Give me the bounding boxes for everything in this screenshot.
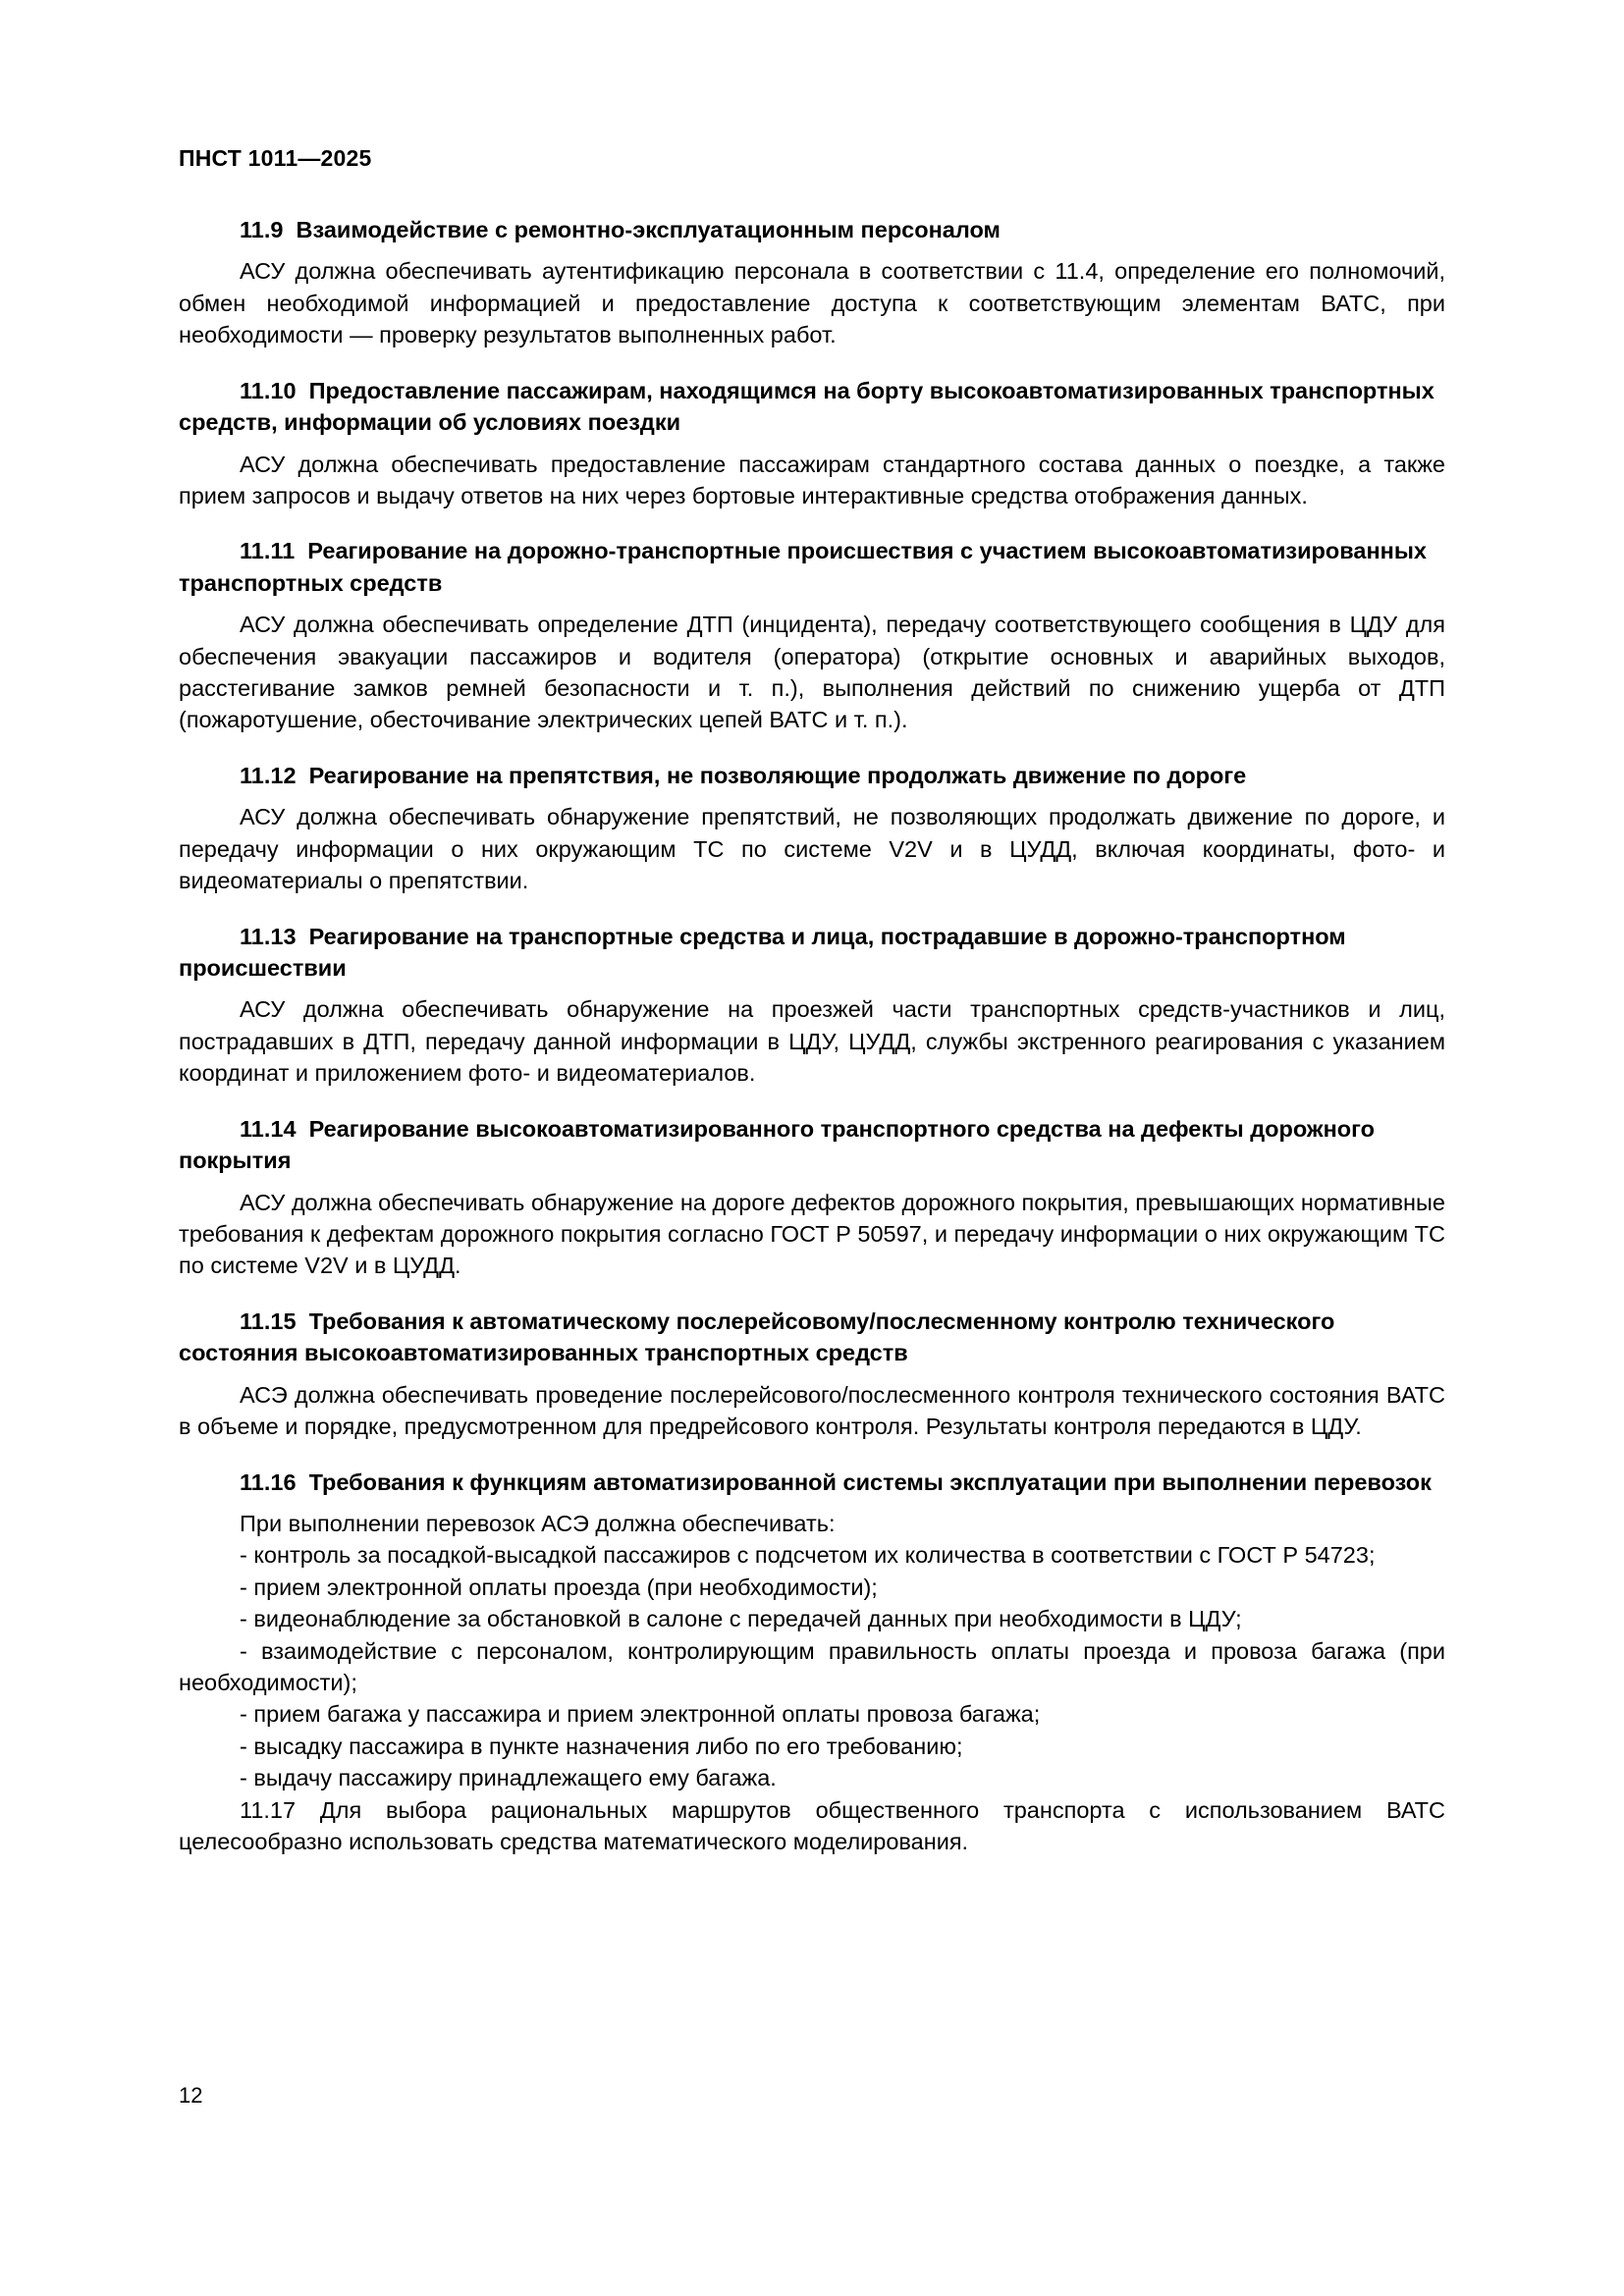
clause-paragraph-11-10: АСУ должна обеспечивать предоставление пассажирам стандартного состава данных о поездке, а также прием запросов и выдачу ответов на них через бортовые интерактивные средства отображения данных. <box>179 451 1445 508</box>
clause-number: 11.15 <box>240 1308 297 1334</box>
clause-intro-11-16: При выполнении перевозок АСЭ должна обеспечивать: <box>240 1510 836 1536</box>
clause-title: Реагирование на дорожно-транспортные происшествия с участием высокоавтоматизированных транспортных средств <box>179 538 1427 596</box>
list-item: - прием багажа у пассажира и прием электронной оплаты провоза багажа; <box>240 1701 1041 1728</box>
page-number: 12 <box>179 2083 203 2108</box>
clause-number: 11.14 <box>240 1115 297 1142</box>
page-header: ПНСТ 1011—2025 <box>179 145 372 171</box>
clause-number: 11.12 <box>240 762 297 788</box>
clause-paragraph-11-11: АСУ должна обеспечивать определение ДТП (инцидента), передачу соответствующего сообщения в ЦДУ для обеспечения эвакуации пассажиров и водителя (оператора) (открытие основных и аварийных выходов, расстегивание замков ремней безопасности и т. п.), выполнения действий по снижению ущерба от ДТП (пожаротушение, обесточивание электрических цепей ВАТС и т. п.). <box>179 612 1445 733</box>
page-content <box>179 214 1445 1858</box>
list-item: - взаимодействие с персоналом, контролирующим правильность оплаты проезда и провоза багажа (при необходимости); <box>179 1637 1445 1696</box>
clause-number: 11.16 <box>240 1468 297 1495</box>
list-item: - прием электронной оплаты проезда (при необходимости); <box>240 1574 878 1600</box>
list-item: - контроль за посадкой-высадкой пассажиров с подсчетом их количества в соответствии с ГОСТ Р 54723; <box>240 1542 1376 1569</box>
clause-heading-11-11 <box>179 535 1445 599</box>
clause-list-11-16 <box>179 1539 1445 1793</box>
clause-title: Требования к автоматическому послерейсовому/послесменному контролю технического состояния высокоавтоматизированных транспортных средств <box>179 1308 1335 1366</box>
clause-title: Реагирование на транспортные средства и лица, пострадавшие в дорожно-транспортном происшествии <box>179 923 1346 982</box>
clause-title: Реагирование высокоавтоматизированного транспортного средства на дефекты дорожного покрытия <box>179 1115 1375 1174</box>
clause-heading-11-16 <box>179 1467 1445 1498</box>
clause-heading-11-13 <box>179 921 1445 985</box>
clause-heading-11-9 <box>179 214 1445 245</box>
clause-title: Требования к функциям автоматизированной системы эксплуатации при выполнении перевозок <box>308 1468 1432 1495</box>
clause-paragraph-11-14: АСУ должна обеспечивать обнаружение на дороге дефектов дорожного покрытия, превышающих нормативные требования к дефектам дорожного покрытия согласно ГОСТ Р 50597, и передачу информации о них окружающим ТС по системе V2V и в ЦУДД. <box>179 1189 1445 1279</box>
list-item: - видеонаблюдение за обстановкой в салоне с передачей данных при необходимости в ЦДУ; <box>240 1606 1242 1632</box>
clause-heading-11-12 <box>179 760 1445 791</box>
clause-paragraph-11-12: АСУ должна обеспечивать обнаружение препятствий, не позволяющих продолжать движение по дороге, и передачу информации о них окружающим ТС по системе V2V и в ЦУДД, включая координаты, фото- и видеоматериалы о препятствии. <box>179 804 1445 894</box>
clause-title: Предоставление пассажирам, находящимся на борту высокоавтоматизированных транспортных средств, информации об условиях поездки <box>179 377 1435 436</box>
clause-heading-11-10 <box>179 375 1445 439</box>
list-item: - выдачу пассажиру принадлежащего ему багажа. <box>240 1765 777 1791</box>
list-item: - высадку пассажира в пункте назначения либо по его требованию; <box>240 1733 963 1759</box>
clause-title: Реагирование на препятствия, не позволяющие продолжать движение по дороге <box>308 762 1247 788</box>
clause-number: 11.9 <box>240 217 284 242</box>
clause-heading-11-15 <box>179 1306 1445 1369</box>
clause-paragraph-11-15: АСЭ должна обеспечивать проведение послерейсового/послесменного контроля технического состояния ВАТС в объеме и порядке, предусмотренном для предрейсового контроля. Результаты контроля передаются в ЦДУ. <box>179 1381 1445 1440</box>
clause-heading-11-14 <box>179 1113 1445 1177</box>
clause-number: 11.13 <box>240 923 297 949</box>
clause-number: 11.10 <box>240 377 297 403</box>
clause-number: 11.11 <box>240 538 296 564</box>
clause-title: Взаимодействие с ремонтно-эксплуатационным персоналом <box>296 217 1001 242</box>
clause-paragraph-11-13: АСУ должна обеспечивать обнаружение на проезжей части транспортных средств-участников и лиц, пострадавших в ДТП, передачу данной информации в ЦДУ, ЦУДД, службы экстренного реагирования с указанием координат и приложением фото- и видеоматериалов. <box>179 996 1445 1087</box>
clause-paragraph-11-17: 11.17 Для выбора рациональных маршрутов общественного транспорта с использованием ВАТС целесообразно использовать средства математического моделирования. <box>179 1796 1445 1855</box>
clause-paragraph-11-9: АСУ должна обеспечивать аутентификацию персонала в соответствии с 11.4, определение его полномочий, обмен необходимой информацией и предоставление доступа к соответствующим элементам ВАТС, при необходимости — проверку результатов выполненных работ. <box>179 258 1445 348</box>
